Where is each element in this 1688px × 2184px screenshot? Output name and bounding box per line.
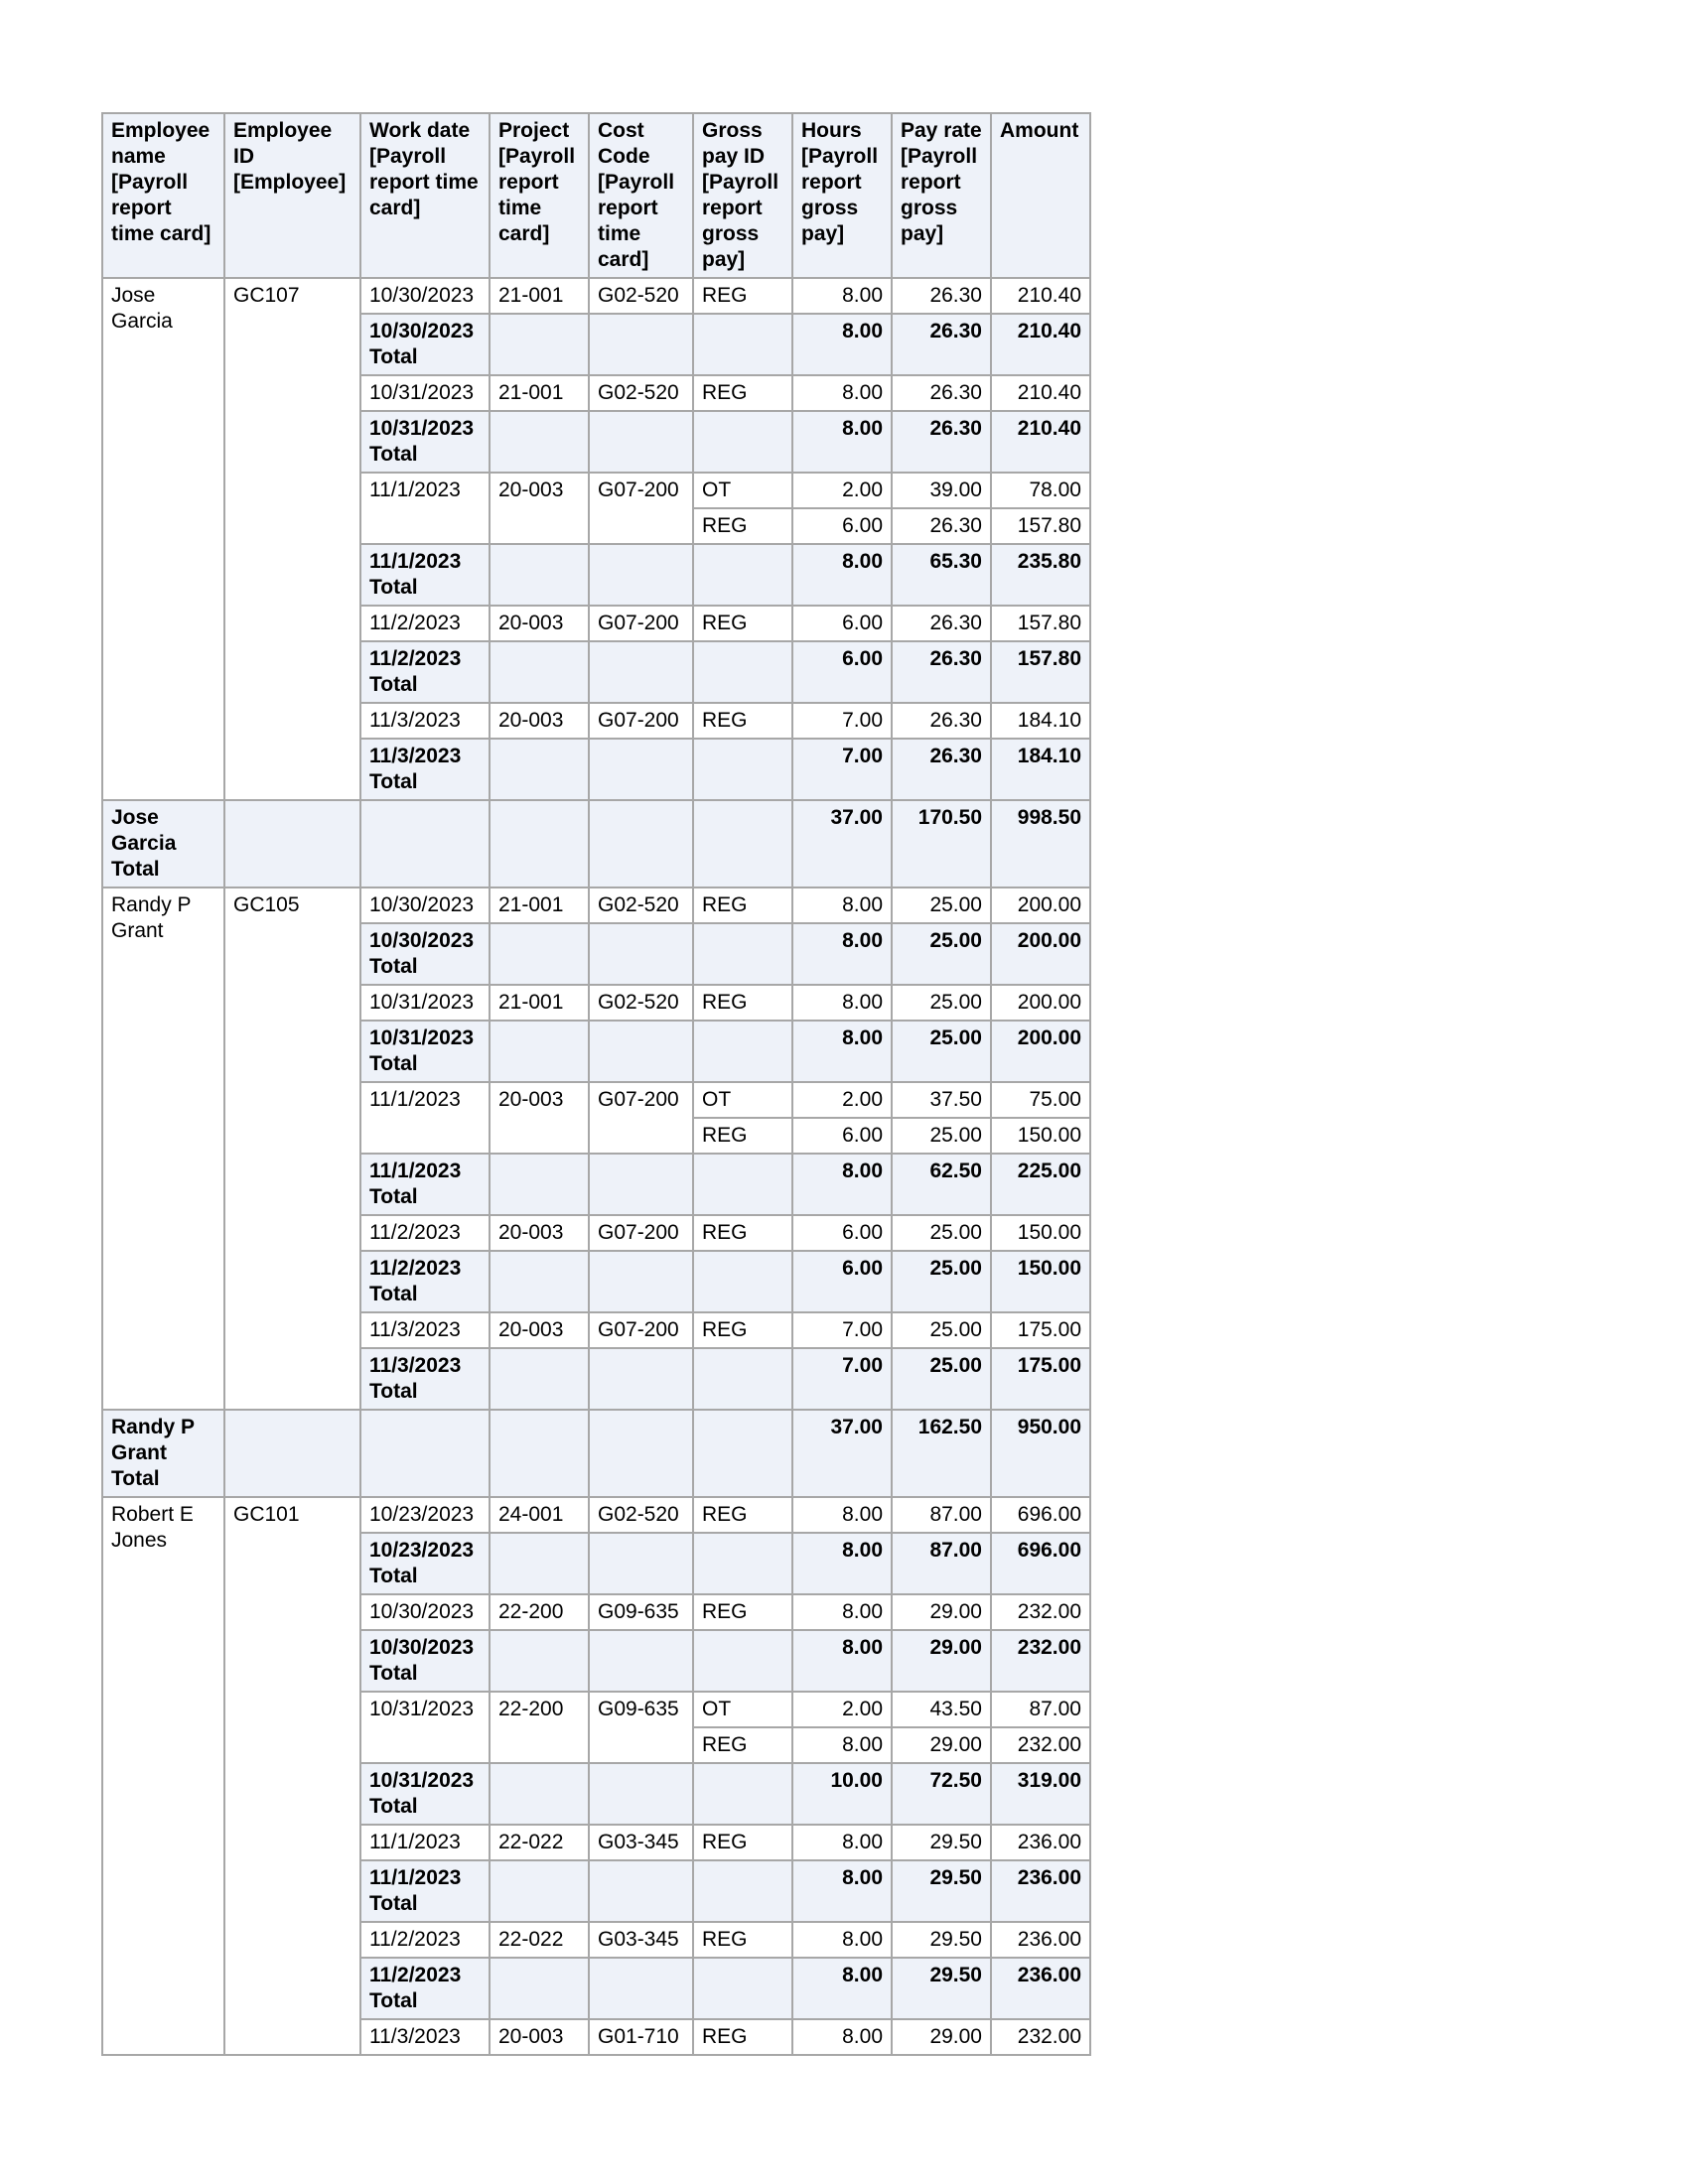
amount: 232.00 xyxy=(991,1727,1090,1763)
empty-cell xyxy=(693,314,792,375)
date-total-hours: 8.00 xyxy=(792,544,892,606)
date-total-amount: 235.80 xyxy=(991,544,1090,606)
table-row xyxy=(102,1497,1090,1533)
cost-code: G07-200 xyxy=(589,606,693,641)
report-body xyxy=(102,278,1090,2055)
hours: 2.00 xyxy=(792,1692,892,1727)
empty-cell xyxy=(224,800,360,887)
date-total-label: 11/1/2023 Total xyxy=(360,1860,490,1922)
gross-pay-id: REG xyxy=(693,985,792,1021)
date-total-rate: 62.50 xyxy=(892,1154,991,1215)
date-total-label: 11/1/2023 Total xyxy=(360,544,490,606)
work-date: 11/2/2023 xyxy=(360,1922,490,1958)
project: 22-200 xyxy=(490,1594,589,1630)
project: 20-003 xyxy=(490,703,589,739)
empty-cell xyxy=(589,1348,693,1410)
date-total-amount: 200.00 xyxy=(991,1021,1090,1082)
amount: 236.00 xyxy=(991,1825,1090,1860)
employee-total-hours: 37.00 xyxy=(792,800,892,887)
date-total-rate: 29.50 xyxy=(892,1958,991,2019)
date-total-rate: 26.30 xyxy=(892,641,991,703)
date-total-rate: 87.00 xyxy=(892,1533,991,1594)
empty-cell xyxy=(360,1410,490,1497)
date-total-label: 11/2/2023 Total xyxy=(360,1958,490,2019)
date-total-rate: 26.30 xyxy=(892,739,991,800)
empty-cell xyxy=(490,923,589,985)
date-total-hours: 8.00 xyxy=(792,1533,892,1594)
date-total-hours: 8.00 xyxy=(792,1154,892,1215)
gross-pay-id: REG xyxy=(693,887,792,923)
project: 22-022 xyxy=(490,1825,589,1860)
employee-id: GC101 xyxy=(224,1497,360,2055)
cost-code: G03-345 xyxy=(589,1825,693,1860)
project: 21-001 xyxy=(490,887,589,923)
empty-cell xyxy=(589,544,693,606)
project: 20-003 xyxy=(490,2019,589,2055)
empty-cell xyxy=(589,1251,693,1312)
amount: 210.40 xyxy=(991,375,1090,411)
cost-code: G01-710 xyxy=(589,2019,693,2055)
project: 20-003 xyxy=(490,1215,589,1251)
work-date: 11/1/2023 xyxy=(360,1082,490,1154)
date-total-rate: 26.30 xyxy=(892,314,991,375)
date-total-hours: 8.00 xyxy=(792,1630,892,1692)
work-date: 10/30/2023 xyxy=(360,1594,490,1630)
gross-pay-id: REG xyxy=(693,1497,792,1533)
empty-cell xyxy=(693,1410,792,1497)
date-total-label: 10/23/2023 Total xyxy=(360,1533,490,1594)
date-total-label: 11/2/2023 Total xyxy=(360,641,490,703)
hours: 8.00 xyxy=(792,1594,892,1630)
employee-id: GC107 xyxy=(224,278,360,800)
work-date: 11/3/2023 xyxy=(360,703,490,739)
date-total-hours: 6.00 xyxy=(792,641,892,703)
date-total-label: 10/30/2023 Total xyxy=(360,314,490,375)
col-header-work-date: Work date [Payroll report time card] xyxy=(360,113,490,278)
gross-pay-id: REG xyxy=(693,703,792,739)
work-date: 10/30/2023 xyxy=(360,278,490,314)
date-total-amount: 232.00 xyxy=(991,1630,1090,1692)
amount: 232.00 xyxy=(991,2019,1090,2055)
amount: 175.00 xyxy=(991,1312,1090,1348)
pay-rate: 29.00 xyxy=(892,1727,991,1763)
date-total-amount: 225.00 xyxy=(991,1154,1090,1215)
date-total-hours: 10.00 xyxy=(792,1763,892,1825)
date-total-label: 10/31/2023 Total xyxy=(360,411,490,473)
employee-total-hours: 37.00 xyxy=(792,1410,892,1497)
date-total-rate: 25.00 xyxy=(892,1348,991,1410)
date-total-label: 10/30/2023 Total xyxy=(360,923,490,985)
date-total-amount: 319.00 xyxy=(991,1763,1090,1825)
hours: 8.00 xyxy=(792,278,892,314)
date-total-hours: 8.00 xyxy=(792,411,892,473)
hours: 6.00 xyxy=(792,1215,892,1251)
date-total-hours: 6.00 xyxy=(792,1251,892,1312)
empty-cell xyxy=(693,1251,792,1312)
hours: 8.00 xyxy=(792,1825,892,1860)
project: 22-200 xyxy=(490,1692,589,1763)
empty-cell xyxy=(693,1021,792,1082)
amount: 78.00 xyxy=(991,473,1090,508)
col-header-gross-pay-id: Gross pay ID [Payroll report gross pay] xyxy=(693,113,792,278)
work-date: 10/30/2023 xyxy=(360,887,490,923)
cost-code: G07-200 xyxy=(589,1215,693,1251)
gross-pay-id: REG xyxy=(693,375,792,411)
pay-rate: 29.50 xyxy=(892,1825,991,1860)
empty-cell xyxy=(589,411,693,473)
empty-cell xyxy=(490,1154,589,1215)
date-total-label: 10/31/2023 Total xyxy=(360,1763,490,1825)
amount: 150.00 xyxy=(991,1215,1090,1251)
date-total-rate: 25.00 xyxy=(892,1251,991,1312)
date-total-hours: 7.00 xyxy=(792,1348,892,1410)
employee-total-row xyxy=(102,800,1090,887)
project: 21-001 xyxy=(490,985,589,1021)
hours: 8.00 xyxy=(792,887,892,923)
empty-cell xyxy=(490,1021,589,1082)
cost-code: G02-520 xyxy=(589,1497,693,1533)
hours: 7.00 xyxy=(792,1312,892,1348)
amount: 210.40 xyxy=(991,278,1090,314)
empty-cell xyxy=(693,739,792,800)
employee-id: GC105 xyxy=(224,887,360,1410)
pay-rate: 26.30 xyxy=(892,278,991,314)
empty-cell xyxy=(693,1630,792,1692)
work-date: 10/31/2023 xyxy=(360,1692,490,1763)
date-total-amount: 210.40 xyxy=(991,411,1090,473)
project: 20-003 xyxy=(490,473,589,544)
gross-pay-id: REG xyxy=(693,1215,792,1251)
work-date: 11/3/2023 xyxy=(360,1312,490,1348)
empty-cell xyxy=(490,1763,589,1825)
date-total-amount: 696.00 xyxy=(991,1533,1090,1594)
empty-cell xyxy=(589,1630,693,1692)
empty-cell xyxy=(693,641,792,703)
employee-name: Jose Garcia xyxy=(102,278,224,800)
empty-cell xyxy=(490,1410,589,1497)
empty-cell xyxy=(490,1630,589,1692)
col-header-cost-code: Cost Code [Payroll report time card] xyxy=(589,113,693,278)
cost-code: G02-520 xyxy=(589,887,693,923)
gross-pay-id: REG xyxy=(693,1922,792,1958)
date-total-amount: 175.00 xyxy=(991,1348,1090,1410)
col-header-hours: Hours [Payroll report gross pay] xyxy=(792,113,892,278)
employee-name: Randy P Grant xyxy=(102,887,224,1410)
table-row xyxy=(102,887,1090,923)
empty-cell xyxy=(490,1860,589,1922)
gross-pay-id: REG xyxy=(693,2019,792,2055)
employee-total-label: Jose Garcia Total xyxy=(102,800,224,887)
pay-rate: 29.00 xyxy=(892,2019,991,2055)
date-total-hours: 7.00 xyxy=(792,739,892,800)
date-total-amount: 157.80 xyxy=(991,641,1090,703)
pay-rate: 26.30 xyxy=(892,703,991,739)
project: 21-001 xyxy=(490,375,589,411)
date-total-hours: 8.00 xyxy=(792,314,892,375)
col-header-amount: Amount xyxy=(991,113,1090,278)
empty-cell xyxy=(490,544,589,606)
empty-cell xyxy=(693,923,792,985)
date-total-amount: 150.00 xyxy=(991,1251,1090,1312)
empty-cell xyxy=(490,800,589,887)
empty-cell xyxy=(490,314,589,375)
pay-rate: 87.00 xyxy=(892,1497,991,1533)
cost-code: G07-200 xyxy=(589,703,693,739)
amount: 87.00 xyxy=(991,1692,1090,1727)
gross-pay-id: REG xyxy=(693,1312,792,1348)
employee-total-rate: 170.50 xyxy=(892,800,991,887)
col-header-pay-rate: Pay rate [Payroll report gross pay] xyxy=(892,113,991,278)
pay-rate: 37.50 xyxy=(892,1082,991,1118)
gross-pay-id: OT xyxy=(693,1692,792,1727)
amount: 200.00 xyxy=(991,985,1090,1021)
date-total-label: 11/3/2023 Total xyxy=(360,1348,490,1410)
project: 24-001 xyxy=(490,1497,589,1533)
amount: 200.00 xyxy=(991,887,1090,923)
hours: 8.00 xyxy=(792,1497,892,1533)
work-date: 11/2/2023 xyxy=(360,606,490,641)
hours: 6.00 xyxy=(792,508,892,544)
empty-cell xyxy=(490,1348,589,1410)
empty-cell xyxy=(589,1154,693,1215)
hours: 8.00 xyxy=(792,985,892,1021)
date-total-label: 11/2/2023 Total xyxy=(360,1251,490,1312)
hours: 8.00 xyxy=(792,375,892,411)
empty-cell xyxy=(490,739,589,800)
pay-rate: 43.50 xyxy=(892,1692,991,1727)
table-row xyxy=(102,278,1090,314)
date-total-rate: 72.50 xyxy=(892,1763,991,1825)
gross-pay-id: REG xyxy=(693,1727,792,1763)
empty-cell xyxy=(693,1154,792,1215)
gross-pay-id: REG xyxy=(693,606,792,641)
empty-cell xyxy=(589,1533,693,1594)
empty-cell xyxy=(224,1410,360,1497)
amount: 236.00 xyxy=(991,1922,1090,1958)
empty-cell xyxy=(589,1860,693,1922)
date-total-label: 10/31/2023 Total xyxy=(360,1021,490,1082)
empty-cell xyxy=(589,641,693,703)
cost-code: G07-200 xyxy=(589,1082,693,1154)
employee-total-label: Randy P Grant Total xyxy=(102,1410,224,1497)
date-total-rate: 25.00 xyxy=(892,1021,991,1082)
date-total-hours: 8.00 xyxy=(792,1021,892,1082)
date-total-amount: 236.00 xyxy=(991,1860,1090,1922)
pay-rate: 29.00 xyxy=(892,1594,991,1630)
hours: 2.00 xyxy=(792,1082,892,1118)
date-total-rate: 25.00 xyxy=(892,923,991,985)
work-date: 11/1/2023 xyxy=(360,1825,490,1860)
pay-rate: 39.00 xyxy=(892,473,991,508)
cost-code: G07-200 xyxy=(589,1312,693,1348)
pay-rate: 25.00 xyxy=(892,1118,991,1154)
empty-cell xyxy=(490,641,589,703)
project: 20-003 xyxy=(490,606,589,641)
pay-rate: 25.00 xyxy=(892,1215,991,1251)
gross-pay-id: REG xyxy=(693,1825,792,1860)
date-total-label: 11/3/2023 Total xyxy=(360,739,490,800)
amount: 232.00 xyxy=(991,1594,1090,1630)
date-total-amount: 236.00 xyxy=(991,1958,1090,2019)
col-header-employee-name: Employee name [Payroll report time card] xyxy=(102,113,224,278)
hours: 2.00 xyxy=(792,473,892,508)
employee-total-rate: 162.50 xyxy=(892,1410,991,1497)
pay-rate: 26.30 xyxy=(892,508,991,544)
header-row xyxy=(102,113,1090,278)
hours: 6.00 xyxy=(792,1118,892,1154)
amount: 75.00 xyxy=(991,1082,1090,1118)
amount: 696.00 xyxy=(991,1497,1090,1533)
work-date: 10/31/2023 xyxy=(360,985,490,1021)
work-date: 11/2/2023 xyxy=(360,1215,490,1251)
payroll-report-table xyxy=(101,112,1091,2056)
project: 20-003 xyxy=(490,1312,589,1348)
hours: 8.00 xyxy=(792,1727,892,1763)
empty-cell xyxy=(589,800,693,887)
gross-pay-id: OT xyxy=(693,473,792,508)
gross-pay-id: REG xyxy=(693,1594,792,1630)
amount: 150.00 xyxy=(991,1118,1090,1154)
employee-total-row xyxy=(102,1410,1090,1497)
empty-cell xyxy=(693,1348,792,1410)
cost-code: G02-520 xyxy=(589,375,693,411)
amount: 184.10 xyxy=(991,703,1090,739)
cost-code: G09-635 xyxy=(589,1692,693,1763)
date-total-rate: 29.00 xyxy=(892,1630,991,1692)
empty-cell xyxy=(589,923,693,985)
empty-cell xyxy=(490,1958,589,2019)
work-date: 11/1/2023 xyxy=(360,473,490,544)
cost-code: G02-520 xyxy=(589,985,693,1021)
empty-cell xyxy=(693,1860,792,1922)
project: 21-001 xyxy=(490,278,589,314)
empty-cell xyxy=(693,1958,792,2019)
project: 22-022 xyxy=(490,1922,589,1958)
date-total-rate: 26.30 xyxy=(892,411,991,473)
cost-code: G02-520 xyxy=(589,278,693,314)
cost-code: G09-635 xyxy=(589,1594,693,1630)
date-total-rate: 29.50 xyxy=(892,1860,991,1922)
empty-cell xyxy=(360,800,490,887)
cost-code: G03-345 xyxy=(589,1922,693,1958)
empty-cell xyxy=(693,411,792,473)
pay-rate: 26.30 xyxy=(892,606,991,641)
hours: 8.00 xyxy=(792,1922,892,1958)
date-total-hours: 8.00 xyxy=(792,1958,892,2019)
empty-cell xyxy=(490,1251,589,1312)
empty-cell xyxy=(693,1533,792,1594)
pay-rate: 29.50 xyxy=(892,1922,991,1958)
date-total-amount: 210.40 xyxy=(991,314,1090,375)
empty-cell xyxy=(693,1763,792,1825)
gross-pay-id: REG xyxy=(693,278,792,314)
date-total-hours: 8.00 xyxy=(792,923,892,985)
empty-cell xyxy=(589,739,693,800)
empty-cell xyxy=(490,411,589,473)
gross-pay-id: REG xyxy=(693,508,792,544)
employee-total-amount: 950.00 xyxy=(991,1410,1090,1497)
amount: 157.80 xyxy=(991,508,1090,544)
amount: 157.80 xyxy=(991,606,1090,641)
empty-cell xyxy=(589,1021,693,1082)
pay-rate: 25.00 xyxy=(892,887,991,923)
empty-cell xyxy=(589,1958,693,2019)
pay-rate: 26.30 xyxy=(892,375,991,411)
empty-cell xyxy=(589,314,693,375)
hours: 6.00 xyxy=(792,606,892,641)
col-header-employee-id: Employee ID [Employee] xyxy=(224,113,360,278)
empty-cell xyxy=(589,1410,693,1497)
gross-pay-id: REG xyxy=(693,1118,792,1154)
date-total-label: 11/1/2023 Total xyxy=(360,1154,490,1215)
hours: 8.00 xyxy=(792,2019,892,2055)
date-total-hours: 8.00 xyxy=(792,1860,892,1922)
date-total-amount: 200.00 xyxy=(991,923,1090,985)
cost-code: G07-200 xyxy=(589,473,693,544)
work-date: 10/31/2023 xyxy=(360,375,490,411)
employee-name: Robert E Jones xyxy=(102,1497,224,2055)
gross-pay-id: OT xyxy=(693,1082,792,1118)
project: 20-003 xyxy=(490,1082,589,1154)
empty-cell xyxy=(693,544,792,606)
empty-cell xyxy=(490,1533,589,1594)
date-total-amount: 184.10 xyxy=(991,739,1090,800)
date-total-rate: 65.30 xyxy=(892,544,991,606)
work-date: 10/23/2023 xyxy=(360,1497,490,1533)
work-date: 11/3/2023 xyxy=(360,2019,490,2055)
date-total-label: 10/30/2023 Total xyxy=(360,1630,490,1692)
empty-cell xyxy=(693,800,792,887)
pay-rate: 25.00 xyxy=(892,985,991,1021)
col-header-project: Project [Payroll report time card] xyxy=(490,113,589,278)
employee-total-amount: 998.50 xyxy=(991,800,1090,887)
pay-rate: 25.00 xyxy=(892,1312,991,1348)
hours: 7.00 xyxy=(792,703,892,739)
empty-cell xyxy=(589,1763,693,1825)
